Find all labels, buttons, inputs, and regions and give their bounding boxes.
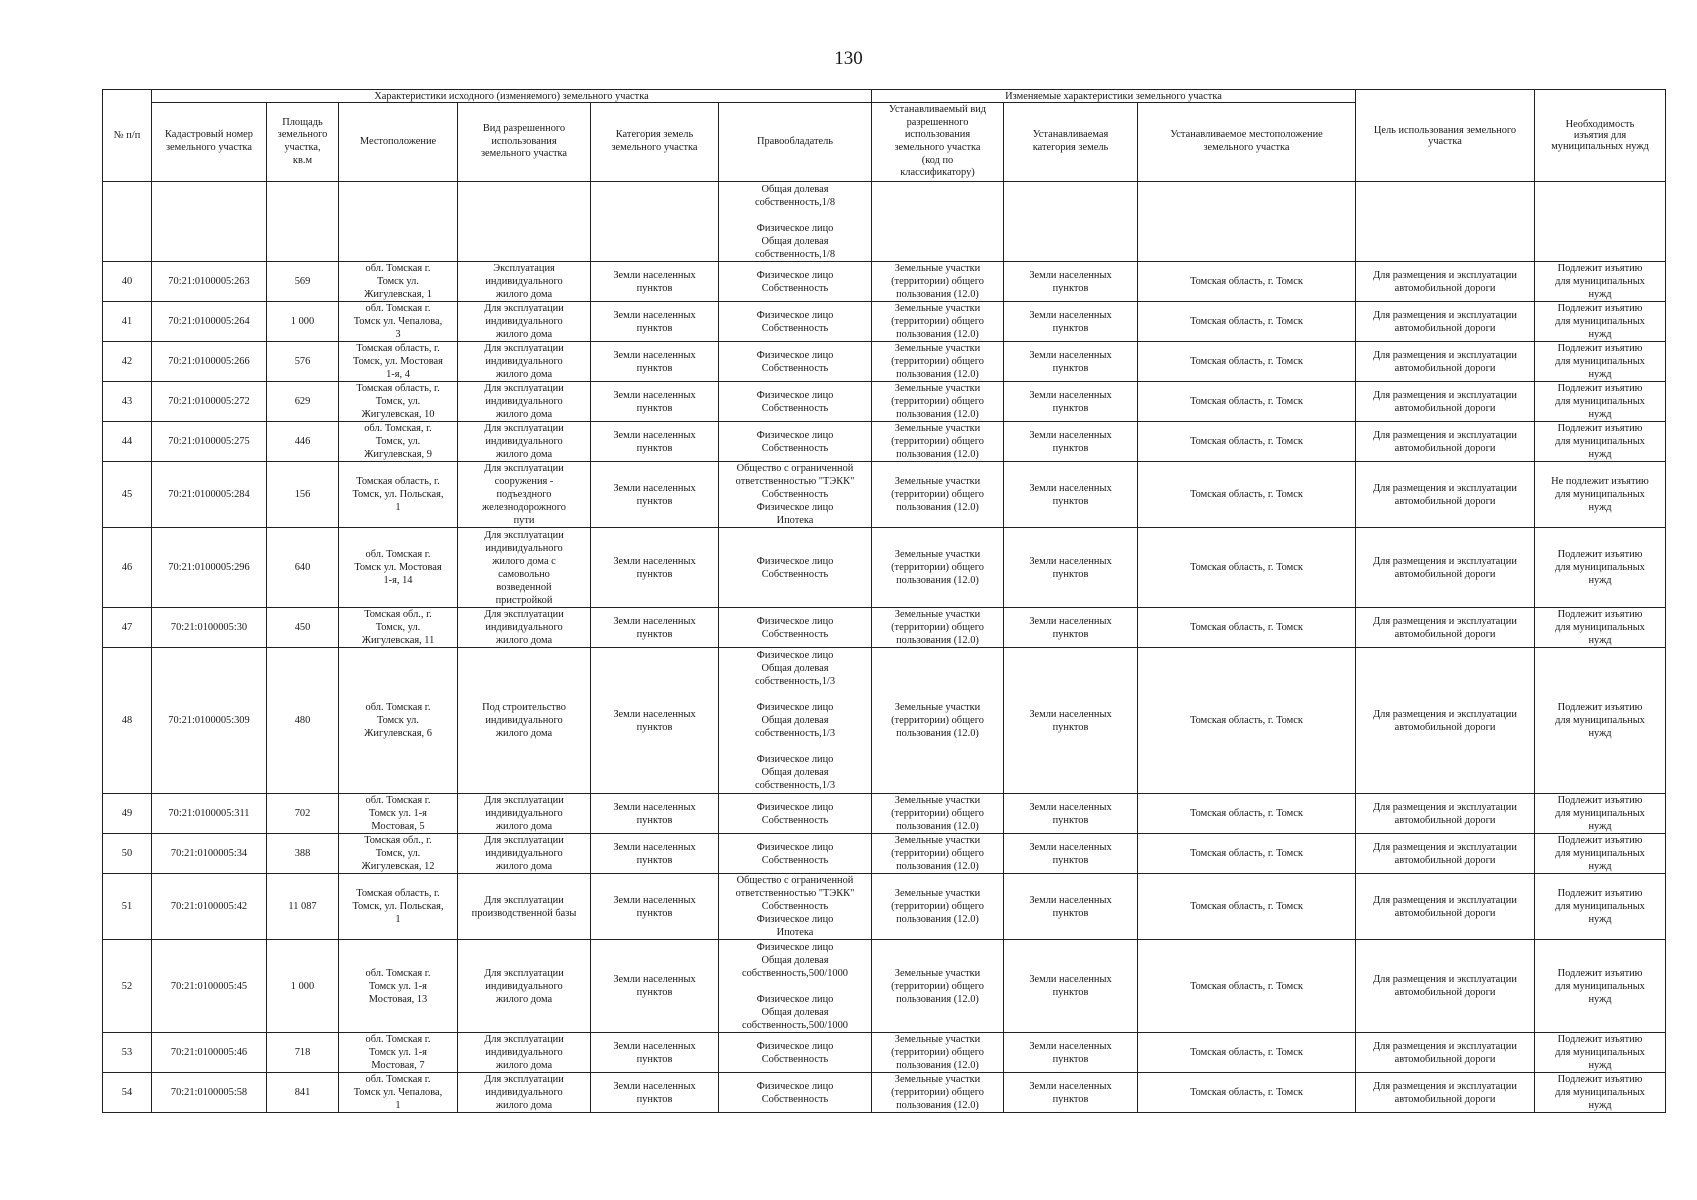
cell-num: 53 xyxy=(103,1033,152,1073)
cell-cadastral xyxy=(152,182,267,262)
cell-category: Земли населенных пунктов xyxy=(591,382,719,422)
cell-use: Для эксплуатации индивидуального жилого дома xyxy=(458,302,591,342)
cell-new-use: Земельные участки (территории) общего пользования (12.0) xyxy=(872,794,1004,834)
land-plots-table xyxy=(102,89,1666,1113)
header-necessity: Необходимость изъятия для муниципальных нужд xyxy=(1535,90,1666,182)
cell-new-use: Земельные участки (территории) общего пользования (12.0) xyxy=(872,608,1004,648)
cell-num: 42 xyxy=(103,342,152,382)
header-purpose: Цель использования земельного участка xyxy=(1356,90,1535,182)
cell-necessity: Подлежит изъятию для муниципальных нужд xyxy=(1535,342,1666,382)
cell-area: 1 000 xyxy=(267,940,339,1033)
cell-location: Томская область, г. Томск, ул. Польская, 1 xyxy=(339,462,458,528)
cell-necessity: Подлежит изъятию для муниципальных нужд xyxy=(1535,302,1666,342)
cell-cadastral: 70:21:0100005:58 xyxy=(152,1073,267,1113)
cell-category xyxy=(591,182,719,262)
cell-new-category: Земли населенных пунктов xyxy=(1004,940,1138,1033)
cell-cadastral: 70:21:0100005:42 xyxy=(152,874,267,940)
cell-category: Земли населенных пунктов xyxy=(591,342,719,382)
cell-location: Томская область, г. Томск, ул. Мостовая 1-я, 4 xyxy=(339,342,458,382)
table-row xyxy=(103,648,1666,794)
cell-num: 46 xyxy=(103,528,152,608)
cell-purpose: Для размещения и эксплуатации автомобильной дороги xyxy=(1356,1033,1535,1073)
cell-num: 49 xyxy=(103,794,152,834)
cell-new-location: Томская область, г. Томск xyxy=(1138,302,1356,342)
cell-area xyxy=(267,182,339,262)
cell-owner: Общество с ограниченной ответственностью "ТЭКК" Собственность Физическое лицо Ипотека xyxy=(719,874,872,940)
cell-owner: Физическое лицо Собственность xyxy=(719,834,872,874)
cell-purpose: Для размещения и эксплуатации автомобильной дороги xyxy=(1356,422,1535,462)
cell-cadastral: 70:21:0100005:45 xyxy=(152,940,267,1033)
cell-location: Томская область, г. Томск, ул. Польская, 1 xyxy=(339,874,458,940)
cell-location xyxy=(339,182,458,262)
cell-purpose: Для размещения и эксплуатации автомобильной дороги xyxy=(1356,940,1535,1033)
cell-category: Земли населенных пунктов xyxy=(591,262,719,302)
cell-use: Для эксплуатации индивидуального жилого дома xyxy=(458,342,591,382)
cell-necessity: Подлежит изъятию для муниципальных нужд xyxy=(1535,382,1666,422)
cell-num: 45 xyxy=(103,462,152,528)
table-row xyxy=(103,608,1666,648)
cell-new-use: Земельные участки (территории) общего пользования (12.0) xyxy=(872,874,1004,940)
cell-new-location: Томская область, г. Томск xyxy=(1138,940,1356,1033)
cell-owner: Физическое лицо Собственность xyxy=(719,794,872,834)
cell-num: 50 xyxy=(103,834,152,874)
cell-necessity: Подлежит изъятию для муниципальных нужд xyxy=(1535,608,1666,648)
cell-new-use: Земельные участки (территории) общего пользования (12.0) xyxy=(872,422,1004,462)
cell-category: Земли населенных пунктов xyxy=(591,422,719,462)
cell-cadastral: 70:21:0100005:34 xyxy=(152,834,267,874)
cell-num xyxy=(103,182,152,262)
cell-owner: Общество с ограниченной ответственностью "ТЭКК" Собственность Физическое лицо Ипотека xyxy=(719,462,872,528)
cell-new-category: Земли населенных пунктов xyxy=(1004,462,1138,528)
cell-owner: Физическое лицо Собственность xyxy=(719,528,872,608)
cell-area: 480 xyxy=(267,648,339,794)
cell-purpose: Для размещения и эксплуатации автомобильной дороги xyxy=(1356,794,1535,834)
cell-use: Для эксплуатации индивидуального жилого дома xyxy=(458,1073,591,1113)
cell-use: Для эксплуатации индивидуального жилого дома с самовольно возведенной пристройкой xyxy=(458,528,591,608)
cell-area: 576 xyxy=(267,342,339,382)
cell-owner: Физическое лицо Собственность xyxy=(719,1073,872,1113)
cell-use: Для эксплуатации индивидуального жилого дома xyxy=(458,940,591,1033)
cell-new-category: Земли населенных пунктов xyxy=(1004,342,1138,382)
cell-new-use: Земельные участки (территории) общего пользования (12.0) xyxy=(872,940,1004,1033)
cell-necessity: Подлежит изъятию для муниципальных нужд xyxy=(1535,1073,1666,1113)
cell-necessity: Подлежит изъятию для муниципальных нужд xyxy=(1535,262,1666,302)
cell-new-location: Томская область, г. Томск xyxy=(1138,528,1356,608)
header-num: № п/п xyxy=(103,90,152,182)
cell-cadastral: 70:21:0100005:284 xyxy=(152,462,267,528)
table-header xyxy=(103,90,1666,182)
header-new-use: Устанавливаемый вид разрешенного использования земельного участка (код по классификатору) xyxy=(872,103,1004,182)
cell-area: 702 xyxy=(267,794,339,834)
cell-cadastral: 70:21:0100005:46 xyxy=(152,1033,267,1073)
cell-num: 43 xyxy=(103,382,152,422)
cell-category: Земли населенных пунктов xyxy=(591,1033,719,1073)
cell-location: обл. Томская г. Томск ул. Чепалова, 1 xyxy=(339,1073,458,1113)
cell-cadastral: 70:21:0100005:263 xyxy=(152,262,267,302)
cell-new-use: Земельные участки (территории) общего пользования (12.0) xyxy=(872,342,1004,382)
cell-cadastral: 70:21:0100005:296 xyxy=(152,528,267,608)
cell-necessity: Подлежит изъятию для муниципальных нужд xyxy=(1535,422,1666,462)
table-row xyxy=(103,262,1666,302)
cell-category: Земли населенных пунктов xyxy=(591,648,719,794)
table-row xyxy=(103,462,1666,528)
cell-use: Для эксплуатации индивидуального жилого дома xyxy=(458,794,591,834)
header-location: Местоположение xyxy=(339,103,458,182)
cell-cadastral: 70:21:0100005:311 xyxy=(152,794,267,834)
cell-area: 156 xyxy=(267,462,339,528)
cell-location: Томская обл., г. Томск, ул. Жигулевская, 12 xyxy=(339,834,458,874)
cell-necessity: Подлежит изъятию для муниципальных нужд xyxy=(1535,794,1666,834)
cell-purpose: Для размещения и эксплуатации автомобильной дороги xyxy=(1356,1073,1535,1113)
cell-new-category: Земли населенных пунктов xyxy=(1004,382,1138,422)
cell-necessity: Подлежит изъятию для муниципальных нужд xyxy=(1535,1033,1666,1073)
cell-new-category: Земли населенных пунктов xyxy=(1004,874,1138,940)
cell-new-category: Земли населенных пунктов xyxy=(1004,528,1138,608)
cell-use: Для эксплуатации производственной базы xyxy=(458,874,591,940)
table-row xyxy=(103,834,1666,874)
cell-purpose: Для размещения и эксплуатации автомобильной дороги xyxy=(1356,608,1535,648)
cell-cadastral: 70:21:0100005:264 xyxy=(152,302,267,342)
cell-new-location: Томская область, г. Томск xyxy=(1138,834,1356,874)
cell-area: 718 xyxy=(267,1033,339,1073)
cell-new-location: Томская область, г. Томск xyxy=(1138,382,1356,422)
table-row xyxy=(103,342,1666,382)
cell-new-category: Земли населенных пунктов xyxy=(1004,302,1138,342)
cell-owner: Физическое лицо Собственность xyxy=(719,302,872,342)
table-row xyxy=(103,1033,1666,1073)
cell-new-category: Земли населенных пунктов xyxy=(1004,262,1138,302)
cell-new-use: Земельные участки (территории) общего пользования (12.0) xyxy=(872,302,1004,342)
cell-necessity: Подлежит изъятию для муниципальных нужд xyxy=(1535,940,1666,1033)
header-group-changed: Изменяемые характеристики земельного участка xyxy=(872,90,1356,103)
cell-category: Земли населенных пунктов xyxy=(591,462,719,528)
cell-necessity: Не подлежит изъятию для муниципальных нужд xyxy=(1535,462,1666,528)
cell-cadastral: 70:21:0100005:30 xyxy=(152,608,267,648)
cell-num: 52 xyxy=(103,940,152,1033)
cell-new-location: Томская область, г. Томск xyxy=(1138,648,1356,794)
cell-new-use: Земельные участки (территории) общего пользования (12.0) xyxy=(872,528,1004,608)
cell-location: Томская область, г. Томск, ул. Жигулевская, 10 xyxy=(339,382,458,422)
header-owner: Правообладатель xyxy=(719,103,872,182)
cell-category: Земли населенных пунктов xyxy=(591,1073,719,1113)
table-body xyxy=(103,182,1666,1113)
cell-owner: Физическое лицо Собственность xyxy=(719,1033,872,1073)
cell-area: 569 xyxy=(267,262,339,302)
cell-new-use xyxy=(872,182,1004,262)
cell-cadastral: 70:21:0100005:266 xyxy=(152,342,267,382)
cell-necessity: Подлежит изъятию для муниципальных нужд xyxy=(1535,874,1666,940)
cell-new-use: Земельные участки (территории) общего пользования (12.0) xyxy=(872,462,1004,528)
cell-location: обл. Томская г. Томск ул. 1-я Мостовая, 7 xyxy=(339,1033,458,1073)
page-number: 130 xyxy=(834,48,863,69)
header-group-source: Характеристики исходного (изменяемого) земельного участка xyxy=(152,90,872,103)
cell-num: 40 xyxy=(103,262,152,302)
cell-location: обл. Томская г. Томск ул. 1-я Мостовая, 5 xyxy=(339,794,458,834)
table-row xyxy=(103,940,1666,1033)
cell-purpose: Для размещения и эксплуатации автомобильной дороги xyxy=(1356,262,1535,302)
cell-category: Земли населенных пунктов xyxy=(591,794,719,834)
cell-new-use: Земельные участки (территории) общего пользования (12.0) xyxy=(872,382,1004,422)
cell-owner: Физическое лицо Собственность xyxy=(719,608,872,648)
cell-new-location: Томская область, г. Томск xyxy=(1138,608,1356,648)
cell-new-use: Земельные участки (территории) общего пользования (12.0) xyxy=(872,1033,1004,1073)
table-row xyxy=(103,794,1666,834)
cell-owner: Физическое лицо Собственность xyxy=(719,382,872,422)
cell-new-use: Земельные участки (территории) общего пользования (12.0) xyxy=(872,262,1004,302)
cell-new-category: Земли населенных пунктов xyxy=(1004,422,1138,462)
cell-area: 629 xyxy=(267,382,339,422)
cell-purpose: Для размещения и эксплуатации автомобильной дороги xyxy=(1356,834,1535,874)
cell-purpose: Для размещения и эксплуатации автомобильной дороги xyxy=(1356,528,1535,608)
cell-owner: Физическое лицо Общая долевая собственность,1/3 Физическое лицо Общая долевая собственность,1/3 Физическое лицо Общая долевая собственность,1/3 xyxy=(719,648,872,794)
table-row xyxy=(103,302,1666,342)
cell-new-category xyxy=(1004,182,1138,262)
cell-new-location: Томская область, г. Томск xyxy=(1138,262,1356,302)
cell-category: Земли населенных пунктов xyxy=(591,302,719,342)
cell-new-use: Земельные участки (территории) общего пользования (12.0) xyxy=(872,1073,1004,1113)
table-row xyxy=(103,1073,1666,1113)
cell-location: обл. Томская г. Томск ул. Жигулевская, 1 xyxy=(339,262,458,302)
cell-new-location: Томская область, г. Томск xyxy=(1138,1073,1356,1113)
cell-area: 640 xyxy=(267,528,339,608)
cell-num: 48 xyxy=(103,648,152,794)
cell-new-location xyxy=(1138,182,1356,262)
cell-owner: Физическое лицо Общая долевая собственность,500/1000 Физическое лицо Общая долевая собственность,500/1000 xyxy=(719,940,872,1033)
table-row xyxy=(103,874,1666,940)
cell-cadastral: 70:21:0100005:275 xyxy=(152,422,267,462)
header-area: Площадь земельного участка, кв.м xyxy=(267,103,339,182)
cell-purpose: Для размещения и эксплуатации автомобильной дороги xyxy=(1356,462,1535,528)
cell-location: Томская обл., г. Томск, ул. Жигулевская, 11 xyxy=(339,608,458,648)
cell-location: обл. Томская, г. Томск, ул. Жигулевская, 9 xyxy=(339,422,458,462)
cell-new-use: Земельные участки (территории) общего пользования (12.0) xyxy=(872,648,1004,794)
cell-area: 11 087 xyxy=(267,874,339,940)
cell-new-location: Томская область, г. Томск xyxy=(1138,422,1356,462)
cell-purpose: Для размещения и эксплуатации автомобильной дороги xyxy=(1356,302,1535,342)
cell-purpose xyxy=(1356,182,1535,262)
cell-owner: Физическое лицо Собственность xyxy=(719,422,872,462)
cell-new-category: Земли населенных пунктов xyxy=(1004,794,1138,834)
cell-new-location: Томская область, г. Томск xyxy=(1138,1033,1356,1073)
header-new-category: Устанавливаемая категория земель xyxy=(1004,103,1138,182)
cell-use: Для эксплуатации индивидуального жилого дома xyxy=(458,608,591,648)
cell-use: Под строительство индивидуального жилого дома xyxy=(458,648,591,794)
cell-category: Земли населенных пунктов xyxy=(591,608,719,648)
cell-necessity: Подлежит изъятию для муниципальных нужд xyxy=(1535,834,1666,874)
cell-num: 51 xyxy=(103,874,152,940)
cell-necessity: Подлежит изъятию для муниципальных нужд xyxy=(1535,648,1666,794)
cell-num: 41 xyxy=(103,302,152,342)
cell-new-category: Земли населенных пунктов xyxy=(1004,648,1138,794)
cell-new-category: Земли населенных пунктов xyxy=(1004,834,1138,874)
cell-use: Для эксплуатации индивидуального жилого дома xyxy=(458,1033,591,1073)
cell-category: Земли населенных пунктов xyxy=(591,940,719,1033)
table-row xyxy=(103,422,1666,462)
header-category: Категория земель земельного участка xyxy=(591,103,719,182)
cell-purpose: Для размещения и эксплуатации автомобильной дороги xyxy=(1356,382,1535,422)
cell-num: 44 xyxy=(103,422,152,462)
cell-new-location: Томская область, г. Томск xyxy=(1138,794,1356,834)
cell-new-location: Томская область, г. Томск xyxy=(1138,874,1356,940)
cell-location: обл. Томская г. Томск ул. Жигулевская, 6 xyxy=(339,648,458,794)
cell-area: 446 xyxy=(267,422,339,462)
cell-new-location: Томская область, г. Томск xyxy=(1138,462,1356,528)
cell-use: Для эксплуатации сооружения - подъездного железнодорожного пути xyxy=(458,462,591,528)
table-row xyxy=(103,528,1666,608)
cell-owner: Общая долевая собственность,1/8 Физическое лицо Общая долевая собственность,1/8 xyxy=(719,182,872,262)
cell-purpose: Для размещения и эксплуатации автомобильной дороги xyxy=(1356,342,1535,382)
cell-area: 388 xyxy=(267,834,339,874)
cell-area: 450 xyxy=(267,608,339,648)
cell-area: 841 xyxy=(267,1073,339,1113)
cell-area: 1 000 xyxy=(267,302,339,342)
cell-location: обл. Томская г. Томск ул. Мостовая 1-я, 14 xyxy=(339,528,458,608)
cell-cadastral: 70:21:0100005:309 xyxy=(152,648,267,794)
cell-cadastral: 70:21:0100005:272 xyxy=(152,382,267,422)
cell-use: Для эксплуатации индивидуального жилого дома xyxy=(458,834,591,874)
cell-owner: Физическое лицо Собственность xyxy=(719,342,872,382)
cell-new-category: Земли населенных пунктов xyxy=(1004,608,1138,648)
cell-new-location: Томская область, г. Томск xyxy=(1138,342,1356,382)
table-row xyxy=(103,382,1666,422)
cell-new-category: Земли населенных пунктов xyxy=(1004,1073,1138,1113)
cell-necessity: Подлежит изъятию для муниципальных нужд xyxy=(1535,528,1666,608)
cell-owner: Физическое лицо Собственность xyxy=(719,262,872,302)
cell-new-use: Земельные участки (территории) общего пользования (12.0) xyxy=(872,834,1004,874)
table-row xyxy=(103,182,1666,262)
cell-necessity xyxy=(1535,182,1666,262)
cell-location: обл. Томская г. Томск ул. 1-я Мостовая, 13 xyxy=(339,940,458,1033)
cell-use: Эксплуатация индивидуального жилого дома xyxy=(458,262,591,302)
cell-category: Земли населенных пунктов xyxy=(591,528,719,608)
cell-num: 47 xyxy=(103,608,152,648)
cell-use: Для эксплуатации индивидуального жилого дома xyxy=(458,422,591,462)
cell-use: Для эксплуатации индивидуального жилого дома xyxy=(458,382,591,422)
cell-purpose: Для размещения и эксплуатации автомобильной дороги xyxy=(1356,874,1535,940)
cell-use xyxy=(458,182,591,262)
header-cadastral: Кадастровый номер земельного участка xyxy=(152,103,267,182)
cell-category: Земли населенных пунктов xyxy=(591,834,719,874)
cell-new-category: Земли населенных пунктов xyxy=(1004,1033,1138,1073)
cell-num: 54 xyxy=(103,1073,152,1113)
cell-category: Земли населенных пунктов xyxy=(591,874,719,940)
header-new-location: Устанавливаемое местоположение земельного участка xyxy=(1138,103,1356,182)
header-use: Вид разрешенного использования земельного участка xyxy=(458,103,591,182)
cell-location: обл. Томская г. Томск ул. Чепалова, 3 xyxy=(339,302,458,342)
cell-purpose: Для размещения и эксплуатации автомобильной дороги xyxy=(1356,648,1535,794)
